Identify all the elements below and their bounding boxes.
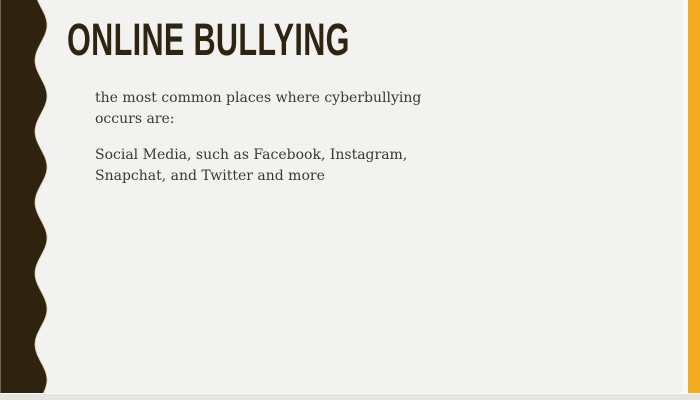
bottom-edge-strip [0,393,700,400]
body-line: occurs are: [95,111,175,127]
body-paragraph-2 [95,145,485,187]
body-line: the most common places where cyberbullying [95,90,422,106]
body-line: Snapchat, and Twitter and more [95,168,325,184]
body-line: Social Media, such as Facebook, Instagram, [95,147,408,163]
accent-bar-right [688,0,700,393]
body-text-block [95,88,485,202]
body-paragraph-1 [95,88,485,130]
slide-title: ONLINE BULLYING [67,14,350,65]
wave-decoration-icon [0,0,60,393]
